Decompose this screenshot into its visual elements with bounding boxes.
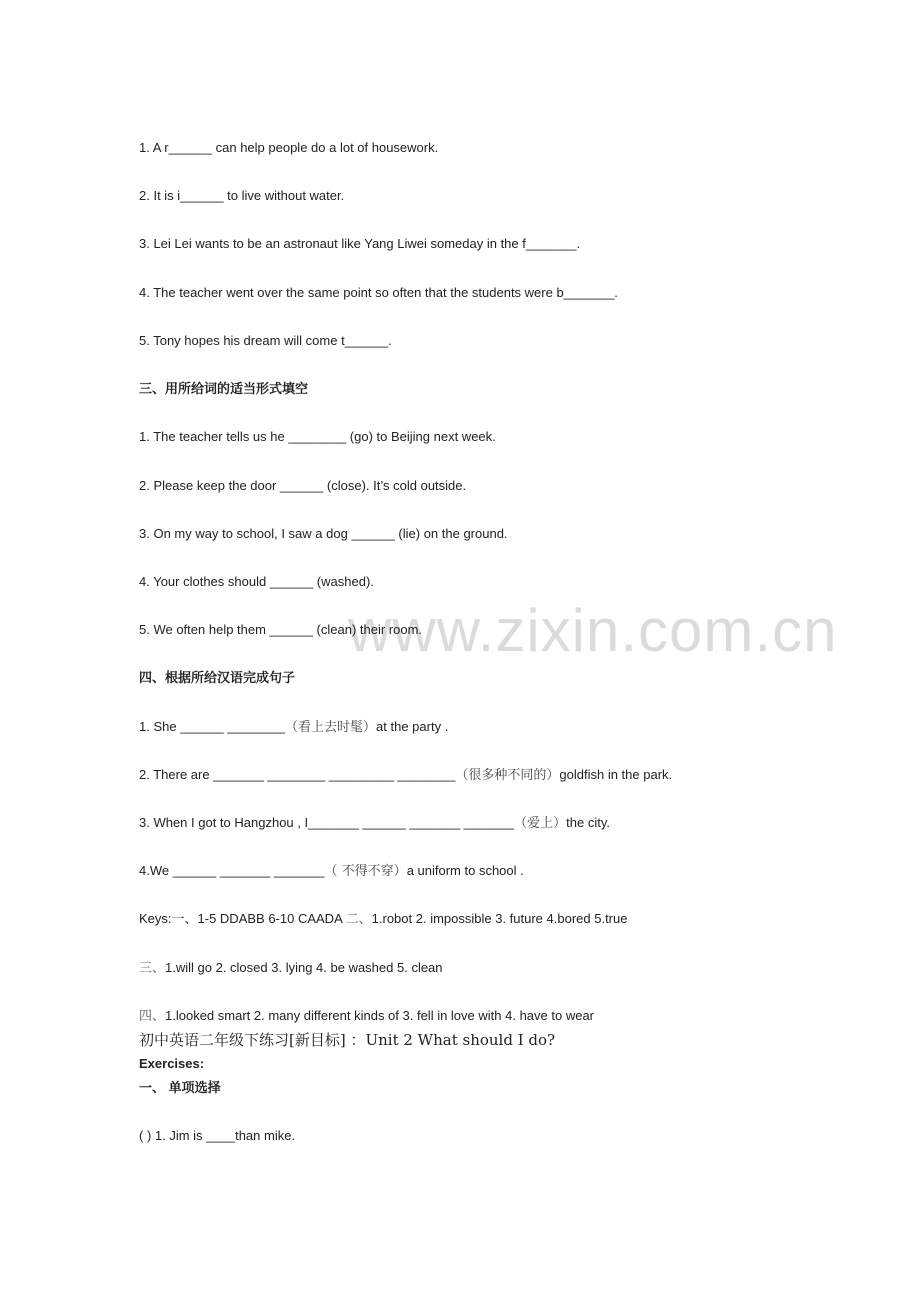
- answer-keys-line-1: [139, 910, 627, 929]
- keys-part-4: 1.looked smart 2. many different kinds of 3. fell in love with 4. have to wear: [165, 1008, 594, 1023]
- sentence-start: 2. There are _______ ________ _________ ________: [139, 767, 456, 782]
- exercises-label: Exercises:: [139, 1056, 205, 1071]
- sentence-start: 4.We ______ _______ _______: [139, 863, 325, 878]
- answer-keys-line-3: [139, 1007, 594, 1026]
- sentence-end: at the party .: [376, 719, 449, 734]
- chinese-hint: （很多种不同的）: [455, 768, 560, 783]
- keys-section-4-marker: 四、: [139, 1009, 166, 1024]
- sentence-start: 1. She ______ ________: [139, 719, 286, 734]
- translation-item-2: [139, 766, 672, 785]
- word-form-item-5: 5. We often help them ______ (clean) their room.: [139, 622, 423, 637]
- answer-keys-line-2: [139, 959, 443, 978]
- translation-item-3: [139, 814, 610, 833]
- translation-item-4: [139, 862, 524, 881]
- section-3-heading: 三、用所给词的适当形式填空: [139, 381, 309, 396]
- section-4-heading: 四、根据所给汉语完成句子: [139, 670, 296, 685]
- translation-item-1: [139, 718, 448, 737]
- sentence-end: a uniform to school .: [406, 863, 524, 878]
- keys-part-2: 1.robot 2. impossible 3. future 4.bored 5.true: [371, 911, 628, 926]
- keys-part-1: Keys:一、1-5 DDABB 6-10 CAADA: [139, 911, 346, 926]
- chinese-hint: （看上去时髦）: [285, 720, 377, 735]
- chinese-hint: （爱上）: [514, 816, 567, 831]
- fill-in-item-3: 3. Lei Lei wants to be an astronaut like Yang Liwei someday in the f_______.: [139, 236, 581, 251]
- sentence-end: goldfish in the park.: [559, 767, 673, 782]
- section-1-heading: 一、 单项选择: [139, 1080, 221, 1095]
- multiple-choice-q1: ( ) 1. Jim is ____than mike.: [139, 1128, 296, 1143]
- chinese-hint: （ 不得不穿）: [324, 864, 407, 879]
- word-form-item-2: 2. Please keep the door ______ (close). It’s cold outside.: [139, 478, 467, 493]
- word-form-item-1: 1. The teacher tells us he ________ (go) to Beijing next week.: [139, 429, 496, 444]
- word-form-item-3: 3. On my way to school, I saw a dog ______ (lie) on the ground.: [139, 526, 508, 541]
- word-form-item-4: 4. Your clothes should ______ (washed).: [139, 574, 374, 589]
- fill-in-item-2: 2. It is i______ to live without water.: [139, 188, 345, 203]
- keys-section-3-marker: 三、: [139, 961, 166, 976]
- fill-in-item-1: 1. A r______ can help people do a lot of housework.: [139, 140, 439, 155]
- sentence-start: 3. When I got to Hangzhou , I_______ ______ _______ _______: [139, 815, 515, 830]
- keys-part-3: 1.will go 2. closed 3. lying 4. be washed 5. clean: [165, 960, 443, 975]
- fill-in-item-5: 5. Tony hopes his dream will come t______.: [139, 333, 392, 348]
- unit-title: 初中英语二年级下练习[新目标] ：Unit 2 What should I do?: [139, 1031, 556, 1049]
- sentence-end: the city.: [566, 815, 611, 830]
- watermark-text: www.zixin.com.cn: [348, 597, 838, 664]
- fill-in-item-4: 4. The teacher went over the same point so often that the students were b_______.: [139, 285, 618, 300]
- keys-section-2-marker: 二、: [345, 912, 372, 927]
